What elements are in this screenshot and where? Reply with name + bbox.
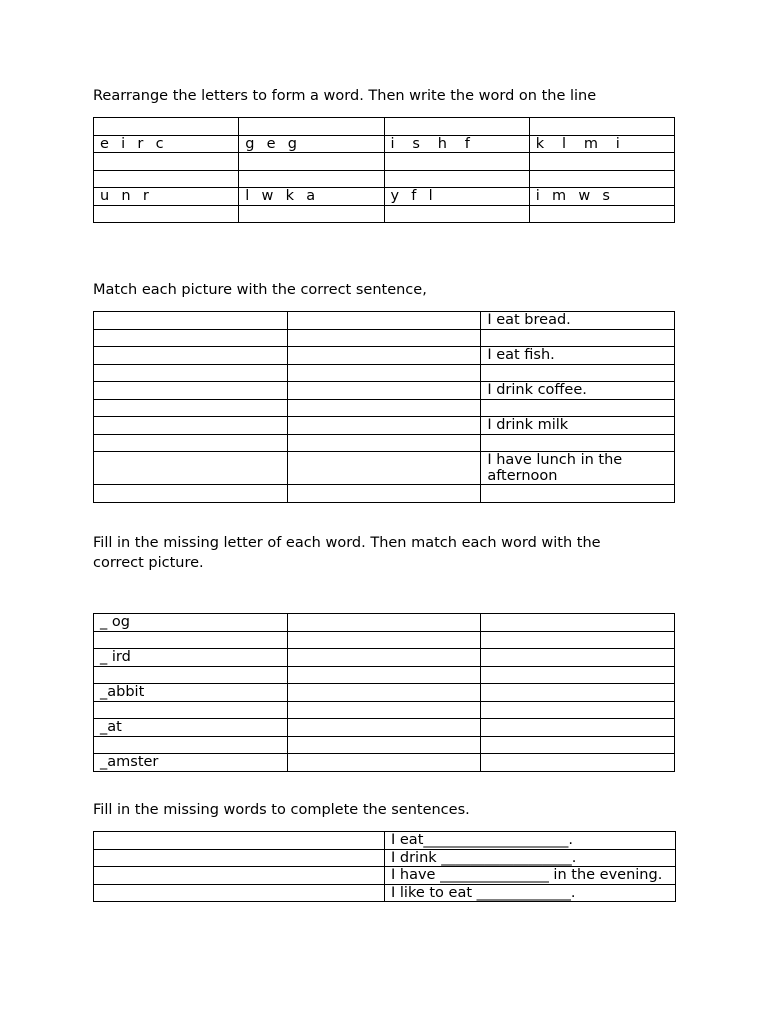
word-cell[interactable]: _abbit [94, 684, 288, 702]
picture-cell [94, 884, 385, 902]
table-row [94, 364, 675, 382]
scrambled-word: l w k a [239, 188, 384, 206]
scrambled-word: i s h f [384, 135, 529, 153]
picture-cell [94, 417, 288, 435]
answer-cell[interactable] [384, 205, 529, 223]
picture-cell [94, 832, 385, 850]
sentence-cell: I drink coffee. [481, 382, 675, 400]
table-row [94, 417, 675, 435]
sentence-cell: I have lunch in the afternoon [481, 452, 675, 485]
word-cell[interactable]: _at [94, 719, 288, 737]
table-row [94, 170, 675, 188]
answer-cell[interactable] [239, 153, 384, 171]
section4-heading: Fill in the missing words to complete the sentences. [93, 802, 470, 818]
section3-heading: Fill in the missing letter of each word. Then match each word with the correct picture. [93, 535, 606, 571]
table-row [94, 849, 676, 867]
sentence-cell: I drink milk [481, 417, 675, 435]
table-row [94, 399, 675, 417]
table-row [94, 649, 675, 667]
missing-letter-table [93, 613, 675, 772]
table-row [94, 684, 675, 702]
sentence-cell[interactable]: I drink __________________. [385, 849, 676, 867]
answer-cell[interactable] [529, 205, 674, 223]
answer-cell[interactable] [94, 205, 239, 223]
scrambled-word: k l m i [529, 135, 674, 153]
table-row [94, 312, 675, 330]
table-row [94, 118, 675, 136]
answer-cell[interactable] [239, 205, 384, 223]
table-row [94, 485, 675, 503]
table-row [94, 452, 675, 485]
picture-cell [94, 849, 385, 867]
match-cell[interactable] [287, 417, 481, 435]
table-row [94, 153, 675, 171]
scrambled-word: i m w s [529, 188, 674, 206]
table-row [94, 434, 675, 452]
table-row [94, 135, 675, 153]
table-row [94, 719, 675, 737]
table-row [94, 382, 675, 400]
match-cell[interactable] [287, 452, 481, 485]
table-row [94, 205, 675, 223]
answer-cell[interactable] [384, 153, 529, 171]
table-row [94, 666, 675, 684]
table-row [94, 867, 676, 885]
match-picture-table [93, 311, 675, 503]
answer-cell[interactable] [529, 153, 674, 171]
scrambled-word: u n r [94, 188, 239, 206]
sentence-cell: I eat bread. [481, 312, 675, 330]
table-row [94, 614, 675, 632]
sentence-cell[interactable]: I like to eat _____________. [385, 884, 676, 902]
scrambled-word: y f l [384, 188, 529, 206]
match-cell[interactable] [287, 382, 481, 400]
table-row [94, 754, 675, 772]
sentence-cell[interactable]: I have _______________ in the evening. [385, 867, 676, 885]
table-row [94, 884, 676, 902]
answer-cell[interactable] [94, 153, 239, 171]
sentence-cell: I eat fish. [481, 347, 675, 365]
table-row [94, 701, 675, 719]
match-cell[interactable] [287, 312, 481, 330]
match-cell[interactable] [287, 347, 481, 365]
table-row [94, 347, 675, 365]
picture-cell [94, 312, 288, 330]
table-row [94, 329, 675, 347]
scrambled-word: g e g [239, 135, 384, 153]
picture-cell [94, 452, 288, 485]
picture-cell [94, 867, 385, 885]
fill-sentence-table [93, 831, 676, 902]
table-row [94, 736, 675, 754]
picture-cell [94, 382, 288, 400]
section2-heading: Match each picture with the correct sentence, [93, 282, 427, 298]
scrambled-word: e i r c [94, 135, 239, 153]
unscramble-table [93, 117, 675, 223]
word-cell[interactable]: _amster [94, 754, 288, 772]
word-cell[interactable]: _ og [94, 614, 288, 632]
table-row [94, 631, 675, 649]
table-row [94, 188, 675, 206]
table-row [94, 832, 676, 850]
word-cell[interactable]: _ ird [94, 649, 288, 667]
section1-heading: Rearrange the letters to form a word. Then write the word on the line [93, 88, 597, 104]
picture-cell [94, 347, 288, 365]
sentence-cell[interactable]: I eat____________________. [385, 832, 676, 850]
